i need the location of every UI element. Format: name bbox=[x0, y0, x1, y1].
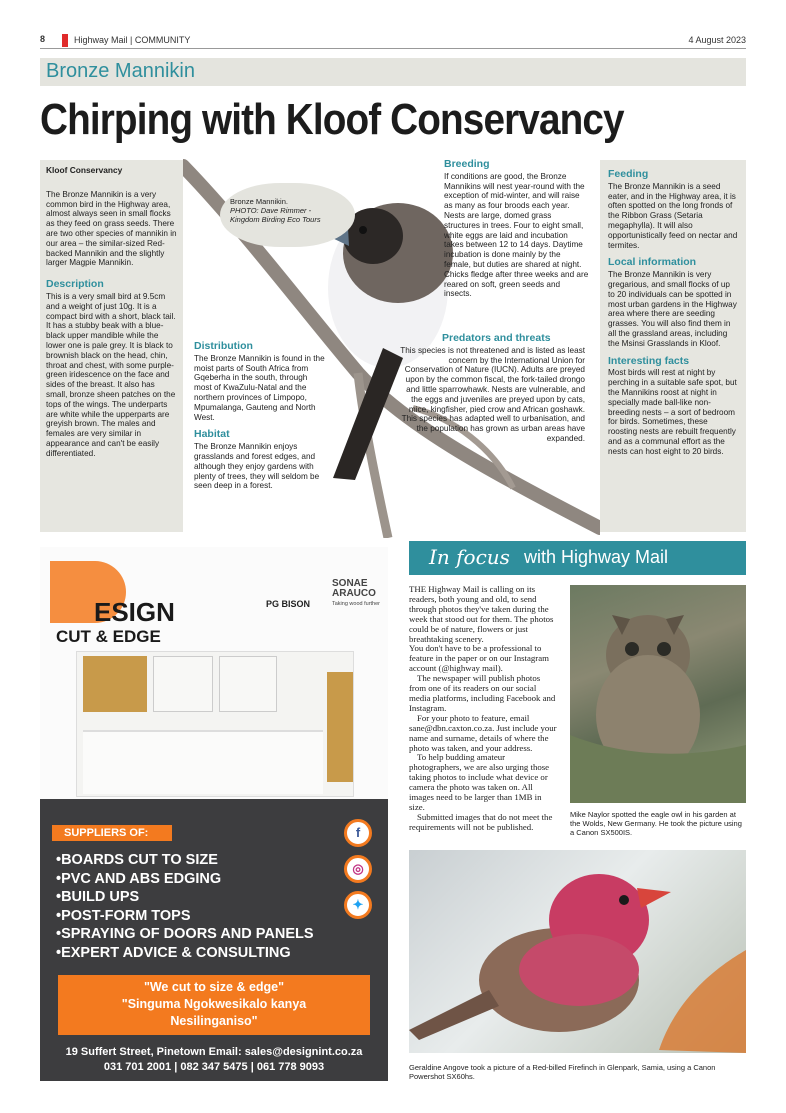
owl-caption: Mike Naylor spotted the eagle owl in his garden at the Wolds, New Germany. He took the picture using a Canon SX500IS. bbox=[570, 810, 742, 837]
facebook-icon[interactable]: f bbox=[344, 819, 372, 847]
feeding-text: The Bronze Mannikin is a seed eater, and in the Highway area, it is often spotted on the long fronds of the Ribbon Grass (Setaria megaphylla). It will also opportunistically feed on nectar and termites. bbox=[608, 181, 738, 250]
finch-photo bbox=[409, 850, 746, 1053]
supplies-list bbox=[56, 851, 314, 963]
slogan-line2: "Singuma Ngokwesikalo kanya bbox=[121, 997, 307, 1011]
intro-text: The Bronze Mannikin is a very common bird in the Highway area, almost always seen in small flocks as they feed on grass seeds. There are two other species of mannikin in our area – the similar-sized Red-backed Mannikin and the slightly larger Magpie Mannikin. bbox=[46, 189, 177, 268]
sonae-tagline: Taking wood further bbox=[332, 601, 380, 607]
instagram-icon[interactable]: ◎ bbox=[344, 855, 372, 883]
caption-line2: PHOTO: Dave Rimmer - bbox=[230, 206, 312, 215]
article-paragraph: Submitted images that do not meet the requirements will not be published. bbox=[409, 811, 553, 832]
header-rule bbox=[40, 48, 746, 49]
description-heading: Description bbox=[46, 278, 104, 291]
twitter-icon[interactable]: ✦ bbox=[344, 891, 372, 919]
predators-heading: Predators and threats bbox=[442, 332, 551, 344]
local-info-text: The Bronze Mannikin is very gregarious, and small flocks of up to 20 individuals can be spotted in most urban gardens in the Highway area where there are seeding grasses. You will also find them in all the grassland areas, including the Msinsi Grasslands in Kloof. bbox=[608, 270, 737, 348]
ad-contact bbox=[40, 1045, 388, 1075]
supply-item: •EXPERT ADVICE & CONSULTING bbox=[56, 944, 291, 961]
byline: Kloof Conservancy bbox=[46, 165, 123, 175]
ad-address: 19 Suffert Street, Pinetown Email: sales@designint.co.za bbox=[65, 1046, 363, 1058]
supply-item: •PVC AND ABS EDGING bbox=[56, 870, 222, 887]
breeding-text: If conditions are good, the Bronze Mannikins will nest year-round with the exception of mid-winter, and will raise as many as four broods each year. Nests are large, domed grass structures in trees. Four to eight small, white eggs are laid and incubation takes between 12 to 14 days. Daytime incubation is done mainly by the female, but duties are shared at night. Chicks fledge after three weeks and are reared on soft, green seeds and insects. bbox=[444, 171, 589, 299]
in-focus-banner bbox=[409, 541, 746, 575]
distribution-text: The Bronze Mannikin is found in the moist parts of South Africa from Gqeberha in the south, through most of KwaZulu-Natal and the northern provinces of Limpopo, Mpumalanga, Gauteng and North West. bbox=[194, 353, 325, 422]
facts-text: Most birds will rest at night by perching in a suitable safe spot, but the Mannikins roost at night in specially made ball-like non-breeding nests – a sort of bedroom for birds. Sometimes, these roosting nests are rebuilt frequently and as a communal effort as the nests can host eight to 20 birds. bbox=[608, 368, 737, 456]
supply-item: •BUILD UPS bbox=[56, 889, 140, 906]
breeding-heading: Breeding bbox=[444, 158, 490, 170]
advertisement bbox=[40, 547, 388, 1081]
distribution-heading: Distribution bbox=[194, 340, 253, 352]
caption-line1: Bronze Mannikin. bbox=[230, 197, 288, 206]
in-focus-sub: with Highway Mail bbox=[524, 547, 669, 567]
article-paragraph: The newspaper will publish photos from one of its readers on our social media platforms, including Facebook and Instagram. bbox=[409, 673, 556, 713]
caption-line3: Kingdom Birding Eco Tours bbox=[230, 215, 321, 224]
photo-caption bbox=[220, 183, 355, 247]
issue-date: 4 August 2023 bbox=[688, 35, 746, 45]
arauco-label: ARAUCO bbox=[332, 588, 376, 599]
owl-photo bbox=[570, 585, 746, 803]
habitat-text: The Bronze Mannikin enjoys grasslands and forest edges, and although they enjoy gardens with plenty of trees, they will seldom be seen deep in a forest. bbox=[194, 442, 320, 491]
page-header bbox=[40, 34, 746, 48]
kitchen-image bbox=[76, 651, 354, 797]
firefinch-illustration bbox=[409, 850, 746, 1053]
ad-slogan bbox=[58, 975, 370, 1035]
article-paragraph: For your photo to feature, email sane@dbn.caxton.co.za. Just include your name and surname, details of where the photo was taken, and your address. bbox=[409, 712, 557, 753]
finch-caption: Geraldine Angove took a picture of a Red-billed Firefinch in Glenpark, Samia, using a Canon Powershot SX60hs. bbox=[409, 1063, 716, 1081]
in-focus-label: In focus bbox=[429, 545, 510, 569]
article-paragraph: You don't have to be a professional to feature in the paper or on our Instagram account (@highway mail). bbox=[409, 643, 549, 674]
page-number: 8 bbox=[40, 34, 46, 44]
description-text: This is a very small bird at 9.5cm and a weight of just 10g. It is a compact bird with a short, black tail. It has a stubby beak with a blue-black upper mandible while the lower one is pale grey. It is black to brownish black on the head, chin, throat and chest, with some purple-green iridescence on the face and sides of the breast. It also has small, bronze sheen patches on the tops of the wings. The underparts are white while the upperparts are greyish brown. The males and females are very similar in appearance and can't be easily differentiated. bbox=[46, 291, 176, 458]
slogan-line1: "We cut to size & edge" bbox=[143, 980, 285, 994]
brand-tagline: CUT & EDGE bbox=[56, 627, 161, 646]
left-column bbox=[40, 160, 183, 532]
in-focus-article bbox=[409, 585, 559, 833]
ad-phones: 031 701 2001 | 082 347 5475 | 061 778 9093 bbox=[103, 1061, 325, 1073]
slogan-line3: Nesilinganiso" bbox=[170, 1014, 258, 1028]
kicker: Bronze Mannikin bbox=[46, 60, 195, 82]
headline: Chirping with Kloof Conservancy bbox=[40, 95, 624, 144]
predators-block bbox=[400, 330, 585, 448]
partner-sonae bbox=[332, 579, 380, 609]
distribution-block bbox=[194, 338, 326, 495]
article-paragraph: THE Highway Mail is calling on its readers, both young and old, to send through photos they've taken during the week that stood out for them. The photos could be of nature, flowers or just breathtaking scenery. bbox=[409, 584, 554, 644]
kicker-bar bbox=[40, 58, 746, 86]
ad-hero bbox=[40, 547, 388, 799]
right-column bbox=[600, 160, 746, 532]
supply-item: •SPRAYING OF DOORS AND PANELS bbox=[56, 926, 314, 943]
article-paragraph: To help budding amateur photographers, we are also urging those taking photos to include what device or camera the photo was taken on. All images need to be larger than 1MB in size. bbox=[409, 752, 550, 812]
breeding-block bbox=[444, 156, 589, 303]
partner-pg-bison: PG BISON bbox=[266, 599, 311, 609]
local-info-heading: Local information bbox=[608, 256, 697, 269]
brand-name: ESIGN bbox=[94, 597, 175, 627]
supply-item: •POST-FORM TOPS bbox=[56, 907, 191, 924]
sonae-label: SONAE bbox=[332, 578, 368, 589]
section-label: Highway Mail | COMMUNITY bbox=[74, 35, 191, 45]
feeding-heading: Feeding bbox=[608, 168, 649, 180]
suppliers-label: SUPPLIERS OF: bbox=[52, 825, 172, 841]
owl-illustration bbox=[570, 585, 746, 803]
facts-heading: Interesting facts bbox=[608, 354, 690, 367]
section-marker bbox=[62, 34, 68, 47]
supply-item: •BOARDS CUT TO SIZE bbox=[56, 852, 218, 868]
habitat-heading: Habitat bbox=[194, 428, 230, 441]
predators-text: This species is not threatened and is listed as least concern by the International Union for Conservation of Nature (IUCN). Adults are preyed upon by the common fiscal, the fork-tailed drongo and little sparrowhawk. Nests are vulnerable, and the eggs and juveniles are preyed upon by cats, mice, kingfisher, pied crow and African goshawk. This species has adapted well to urbanisation, and the population has grown as urban areas have expanded. bbox=[400, 345, 585, 443]
